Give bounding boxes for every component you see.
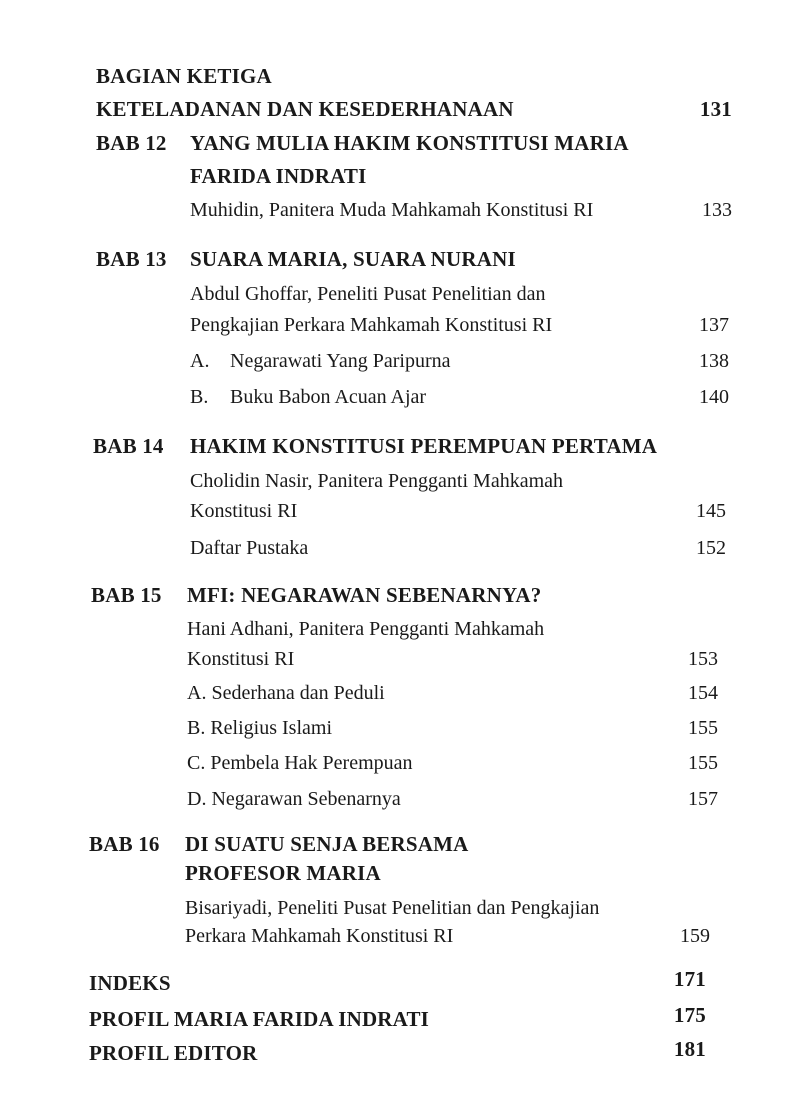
chapter-title: HAKIM KONSTITUSI PEREMPUAN PERTAMA xyxy=(190,434,658,458)
chapter-author: Muhidin, Panitera Muda Mahkamah Konstitusi RI xyxy=(190,199,594,221)
chapter-title-cont: PROFESOR MARIA xyxy=(185,861,381,885)
chapter-page: 153 xyxy=(688,648,718,670)
section-page: 138 xyxy=(699,350,729,372)
chapter-title-cont: FARIDA INDRATI xyxy=(190,164,367,188)
chapter-label: BAB 12 xyxy=(96,131,167,155)
section-title: B. Religius Islami xyxy=(187,717,332,739)
section-title: A. Sederhana dan Peduli xyxy=(187,682,385,704)
chapter-author: Cholidin Nasir, Panitera Pengganti Mahkamah xyxy=(190,470,564,492)
chapter-title: MFI: NEGARAWAN SEBENARNYA? xyxy=(187,583,542,607)
section-page: 155 xyxy=(688,752,718,774)
chapter-author: Hani Adhani, Panitera Pengganti Mahkamah xyxy=(187,618,545,640)
backmatter-entry: INDEKS xyxy=(89,971,171,995)
backmatter-entry: PROFIL EDITOR xyxy=(89,1041,258,1065)
chapter-title: SUARA MARIA, SUARA NURANI xyxy=(190,247,516,271)
section-page: 157 xyxy=(688,788,718,810)
section-title: D. Negarawan Sebenarnya xyxy=(187,788,401,810)
chapter-author-cont: Pengkajian Perkara Mahkamah Konstitusi RI xyxy=(190,314,553,336)
chapter-page: 145 xyxy=(696,500,726,522)
chapter-page: 133 xyxy=(702,199,732,221)
section-page: 154 xyxy=(688,682,718,704)
backmatter-entry: PROFIL MARIA FARIDA INDRATI xyxy=(89,1007,430,1031)
section-title: Negarawati Yang Paripurna xyxy=(230,350,451,372)
chapter-author-cont: Konstitusi RI xyxy=(187,648,295,670)
backmatter-page: 175 xyxy=(673,1003,706,1027)
chapter-author: Bisariyadi, Peneliti Pusat Penelitian dan Pengkajian xyxy=(185,897,600,919)
part-title: KETELADANAN DAN KESEDERHANAAN xyxy=(96,97,514,121)
chapter-author-cont: Perkara Mahkamah Konstitusi RI xyxy=(185,925,454,947)
section-page: 152 xyxy=(696,537,726,559)
chapter-title: DI SUATU SENJA BERSAMA xyxy=(185,832,469,856)
chapter-title: YANG MULIA HAKIM KONSTITUSI MARIA xyxy=(190,131,629,155)
chapter-label: BAB 13 xyxy=(96,247,167,271)
chapter-author-cont: Konstitusi RI xyxy=(190,500,298,522)
section-title: Daftar Pustaka xyxy=(190,537,309,559)
section-marker: A. xyxy=(190,350,210,372)
section-title: C. Pembela Hak Perempuan xyxy=(187,752,413,774)
section-page: 140 xyxy=(699,386,729,408)
part-label: BAGIAN KETIGA xyxy=(96,64,272,88)
section-page: 155 xyxy=(688,717,718,739)
chapter-label: BAB 16 xyxy=(89,832,160,856)
backmatter-page: 181 xyxy=(673,1037,706,1061)
chapter-page: 159 xyxy=(680,925,710,947)
backmatter-page: 171 xyxy=(673,967,706,991)
section-title: Buku Babon Acuan Ajar xyxy=(230,386,427,408)
chapter-label: BAB 15 xyxy=(91,583,162,607)
chapter-author: Abdul Ghoffar, Peneliti Pusat Penelitian dan xyxy=(190,283,546,305)
chapter-page: 137 xyxy=(699,314,729,336)
part-page: 131 xyxy=(699,97,732,121)
chapter-label: BAB 14 xyxy=(93,434,164,458)
section-marker: B. xyxy=(190,386,209,408)
